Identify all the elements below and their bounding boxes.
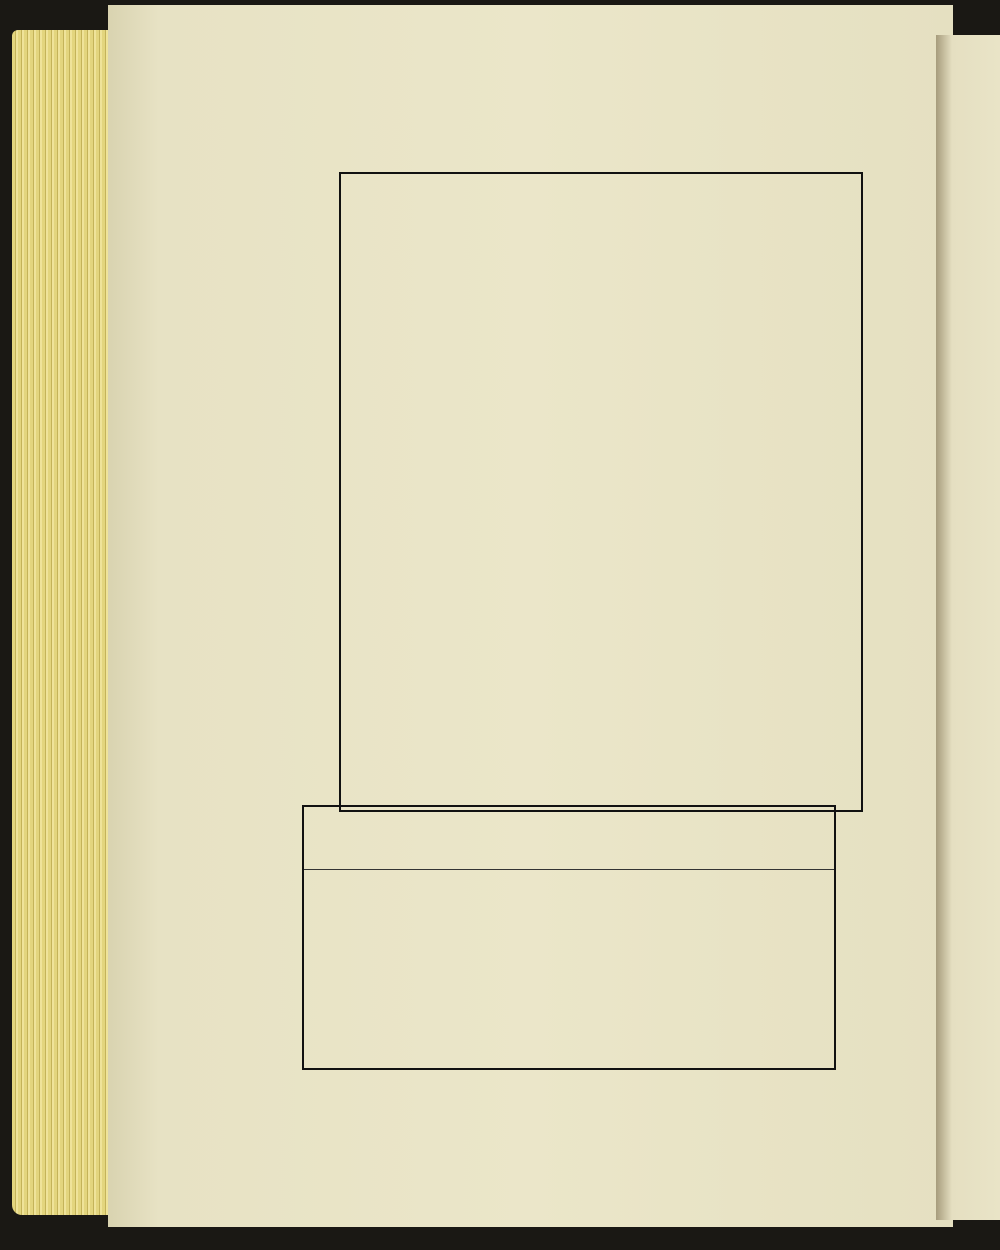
boring-register-table xyxy=(339,172,863,812)
theil-ic-table xyxy=(304,869,834,1068)
facing-page-edge xyxy=(936,35,1000,1220)
section-title xyxy=(304,807,834,870)
theil-ic-section xyxy=(302,805,836,1070)
